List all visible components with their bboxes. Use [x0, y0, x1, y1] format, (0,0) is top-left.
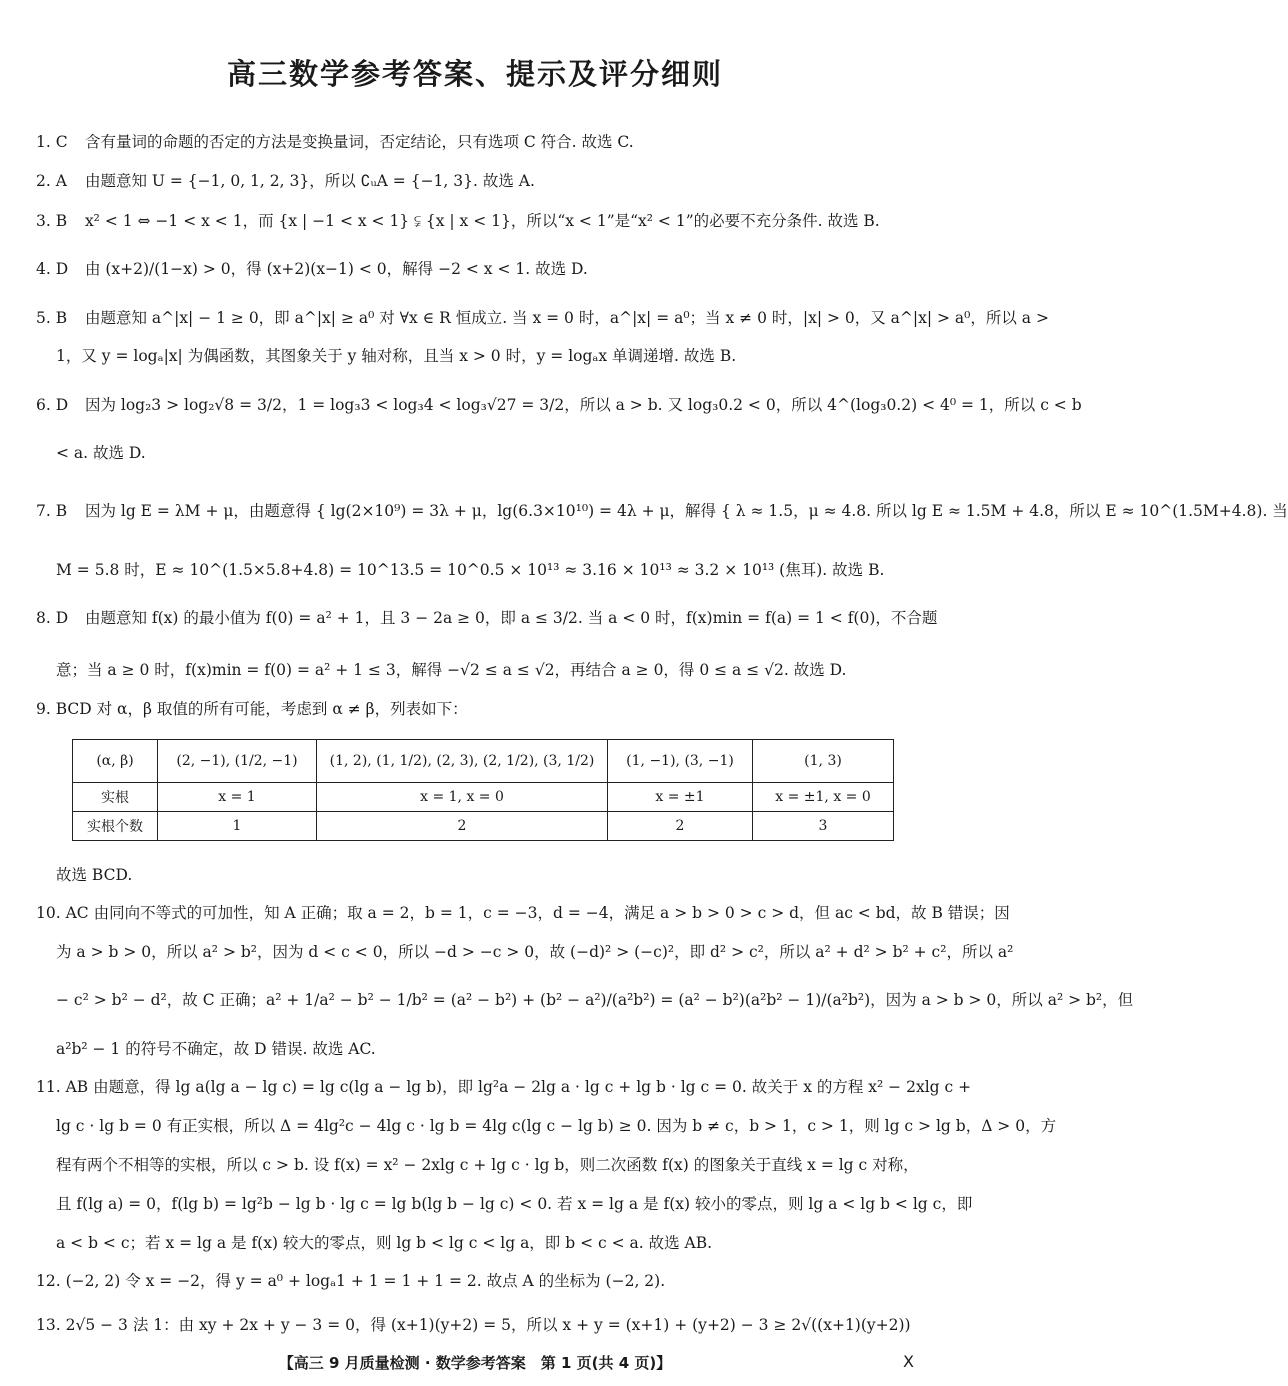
answer-text: 令 x = −2，得 y = a⁰ + logₐ1 + 1 = 1 + 1 = 2. 故点 A 的坐标为 (−2, 2). — [125, 1272, 666, 1290]
answer-line-continued — [56, 941, 1014, 963]
answer-text: 程有两个不相等的实根，所以 c > b. 设 f(x) = x² − 2xlg c + lg c · lg b，则二次函数 f(x) 的图象关于直线 x = lg c 对称， — [56, 1156, 919, 1174]
answer-line-continued — [56, 1193, 973, 1215]
answer-text: 因为 lg E = λM + μ，由题意得 { lg(2×10⁹) = 3λ + μ，lg(6.3×10¹⁰) = 4λ + μ，解得 { λ ≈ 1.5，μ ≈ 4.8. 所以 lg E ≈ 1.5M + 4.8，所以 E ≈ 10^(1.5M+4.8). 当 — [84, 502, 1288, 520]
answer-line-continued — [56, 1154, 919, 1176]
answer-line — [36, 1314, 916, 1336]
answer-number: 11. AB — [36, 1078, 89, 1096]
table-cell: 2 — [608, 812, 753, 841]
answer-number: 10. AC — [36, 904, 89, 922]
answer-text: 含有量词的命题的否定的方法是变换量词，否定结论，只有选项 C 符合. 故选 C. — [84, 133, 634, 151]
root-count-table — [72, 739, 894, 841]
answer-text: 由题意，得 lg a(lg a − lg c) = lg c(lg a − lg b)，即 lg²a − 2lg a · lg c + lg b · lg c = 0. 故关于 x 的方程 x² − 2xlg c + — [93, 1078, 972, 1096]
table-cell: (1, 2), (1, 1/2), (2, 3), (2, 1/2), (3, 1/2) — [317, 740, 608, 783]
answer-text: 1，又 y = logₐ|x| 为偶函数，其图象关于 y 轴对称，且当 x > 0 时，y = logₐx 单调递增. 故选 B. — [56, 347, 737, 365]
answer-text: a²b² − 1 的符号不确定，故 D 错误. 故选 AC. — [56, 1040, 376, 1058]
answer-number: 3. B — [36, 212, 68, 230]
answer-line-continued — [56, 345, 916, 367]
answer-line-continued — [56, 442, 916, 464]
answer-text: a < b < c；若 x = lg a 是 f(x) 较大的零点，则 lg b < lg c < lg a，即 b < c < a. 故选 AB. — [56, 1234, 713, 1252]
answer-number: 1. C — [36, 133, 68, 151]
table-cell: x = 1 — [158, 783, 317, 812]
answer-text: 且 f(lg a) = 0，f(lg b) = lg²b − lg b · lg c = lg b(lg b − lg c) < 0. 若 x = lg a 是 f(x) 较小的零点，则 lg a < lg b < lg c，即 — [56, 1195, 973, 1213]
answer-line — [36, 698, 916, 720]
table-cell: 1 — [158, 812, 317, 841]
answer-line — [36, 1076, 972, 1098]
table-cell: 实根 — [73, 783, 158, 812]
answer-text: 因为 log₂3 > log₂√8 = 3/2，1 = log₃3 < log₃4 < log₃√27 = 3/2，所以 a > b. 又 log₃0.2 < 0，所以 4^(log₃0.2) < 4⁰ = 1，所以 c < b — [84, 396, 1082, 414]
answer-line — [36, 607, 938, 629]
answer-line — [36, 902, 1010, 924]
answer-text: M = 5.8 时，E ≈ 10^(1.5×5.8+4.8) = 10^13.5 = 10^0.5 × 10¹³ ≈ 3.16 × 10¹³ ≈ 3.2 × 10¹³ (焦耳). 故选 B. — [56, 561, 885, 579]
answer-line-continued — [56, 1232, 916, 1254]
answer-text: 由同向不等式的可加性，知 A 正确；取 a = 2，b = 1，c = −3，d = −4，满足 a > b > 0 > c > d，但 ac < bd，故 B 错误；因 — [93, 904, 1010, 922]
answer-line — [36, 1270, 916, 1292]
table-cell: x = 1, x = 0 — [317, 783, 608, 812]
answer-number: 13. 2√5 − 3 — [36, 1316, 128, 1334]
answer-text: x² < 1 ⇔ −1 < x < 1，而 {x | −1 < x < 1} ⫋ {x | x < 1}，所以“x < 1”是“x² < 1”的必要不充分条件. 故选 B. — [84, 212, 880, 230]
table-cell: 3 — [753, 812, 894, 841]
answer-number: 8. D — [36, 609, 69, 627]
answer-number: 9. BCD — [36, 700, 92, 718]
answer-text: 由题意知 a^|x| − 1 ≥ 0，即 a^|x| ≥ a⁰ 对 ∀x ∈ R 恒成立. 当 x = 0 时，a^|x| = a⁰；当 x ≠ 0 时，|x| > 0，又 a^|x| > a⁰，所以 a > — [84, 309, 1049, 327]
answer-text: 由题意知 f(x) 的最小值为 f(0) = a² + 1，且 3 − 2a ≥ 0，即 a ≤ 3/2. 当 a < 0 时，f(x)min = f(a) = 1 < f(0)，不合题 — [84, 609, 938, 627]
answer-line — [36, 258, 916, 280]
table-cell: (2, −1), (1/2, −1) — [158, 740, 317, 783]
table-cell: (α, β) — [73, 740, 158, 783]
answer-number: 7. B — [36, 502, 68, 520]
answer-number: 6. D — [36, 396, 69, 414]
table-cell: 实根个数 — [73, 812, 158, 841]
answer-line-continued — [56, 559, 916, 581]
answer-number: 5. B — [36, 309, 68, 327]
table-cell: 2 — [317, 812, 608, 841]
answer-line-continued — [56, 1038, 916, 1060]
answer-line-continued — [56, 1115, 1057, 1137]
answer-line — [36, 500, 1288, 522]
answer-text: 为 a > b > 0，所以 a² > b²，因为 d < c < 0，所以 −d > −c > 0，故 (−d)² > (−c)²，即 d² > c²，所以 a² + d² > b² + c²，所以 a² — [56, 943, 1014, 961]
table-cell: (1, −1), (3, −1) — [608, 740, 753, 783]
answer-text: 由题意知 U = {−1, 0, 1, 2, 3}，所以 ∁ᵤA = {−1, 3}. 故选 A. — [84, 172, 535, 190]
answer-text: 对 α，β 取值的所有可能，考虑到 α ≠ β，列表如下： — [96, 700, 468, 718]
answer-line-continued — [56, 989, 1134, 1011]
page-title: 高三数学参考答案、提示及评分细则 — [226, 57, 723, 91]
answer-number: 12. (−2, 2) — [36, 1272, 121, 1290]
table-row — [73, 783, 894, 812]
answer-text: − c² > b² − d²，故 C 正确；a² + 1/a² − b² − 1/b² = (a² − b²) + (b² − a²)/(a²b²) = (a² − b²)(a²b² − 1)/(a²b²)，因为 a > b > 0，所以 a² > b²，但 — [56, 991, 1134, 1009]
answer-text: 由 (x+2)/(1−x) > 0，得 (x+2)(x−1) < 0，解得 −2 < x < 1. 故选 D. — [84, 260, 588, 278]
answer-line-continued — [56, 864, 916, 886]
table-row — [73, 812, 894, 841]
answer-text: lg c · lg b = 0 有正实根，所以 Δ = 4lg²c − 4lg c · lg b = 4lg c(lg c − lg b) ≥ 0. 因为 b ≠ c，b > 1，c > 1，则 lg c > lg b，Δ > 0，方 — [56, 1117, 1057, 1135]
answer-text: 故选 BCD. — [56, 866, 133, 884]
answer-line — [36, 131, 916, 153]
answer-text: < a. 故选 D. — [56, 444, 146, 462]
answer-line — [36, 210, 916, 232]
table-cell: (1, 3) — [753, 740, 894, 783]
answer-line-continued — [56, 659, 916, 681]
answer-number: 4. D — [36, 260, 69, 278]
page-footer: 【高三 9 月质量检测 · 数学参考答案 第 1 页(共 4 页)】 — [278, 1354, 672, 1372]
table-cell: x = ±1, x = 0 — [753, 783, 894, 812]
answer-line — [36, 170, 916, 192]
answer-line — [36, 307, 1049, 329]
answer-number: 2. A — [36, 172, 67, 190]
answer-line — [36, 394, 1082, 416]
footer-mark: X — [903, 1352, 914, 1371]
table-header-row — [73, 740, 894, 783]
answer-text: 法 1：由 xy + 2x + y − 3 = 0，得 (x+1)(y+2) = 5，所以 x + y = (x+1) + (y+2) − 3 ≥ 2√((x+1)(y+2)) — [132, 1316, 911, 1334]
table-cell: x = ±1 — [608, 783, 753, 812]
answer-text: 意；当 a ≥ 0 时，f(x)min = f(0) = a² + 1 ≤ 3，解得 −√2 ≤ a ≤ √2，再结合 a ≥ 0，得 0 ≤ a ≤ √2. 故选 D. — [56, 661, 847, 679]
